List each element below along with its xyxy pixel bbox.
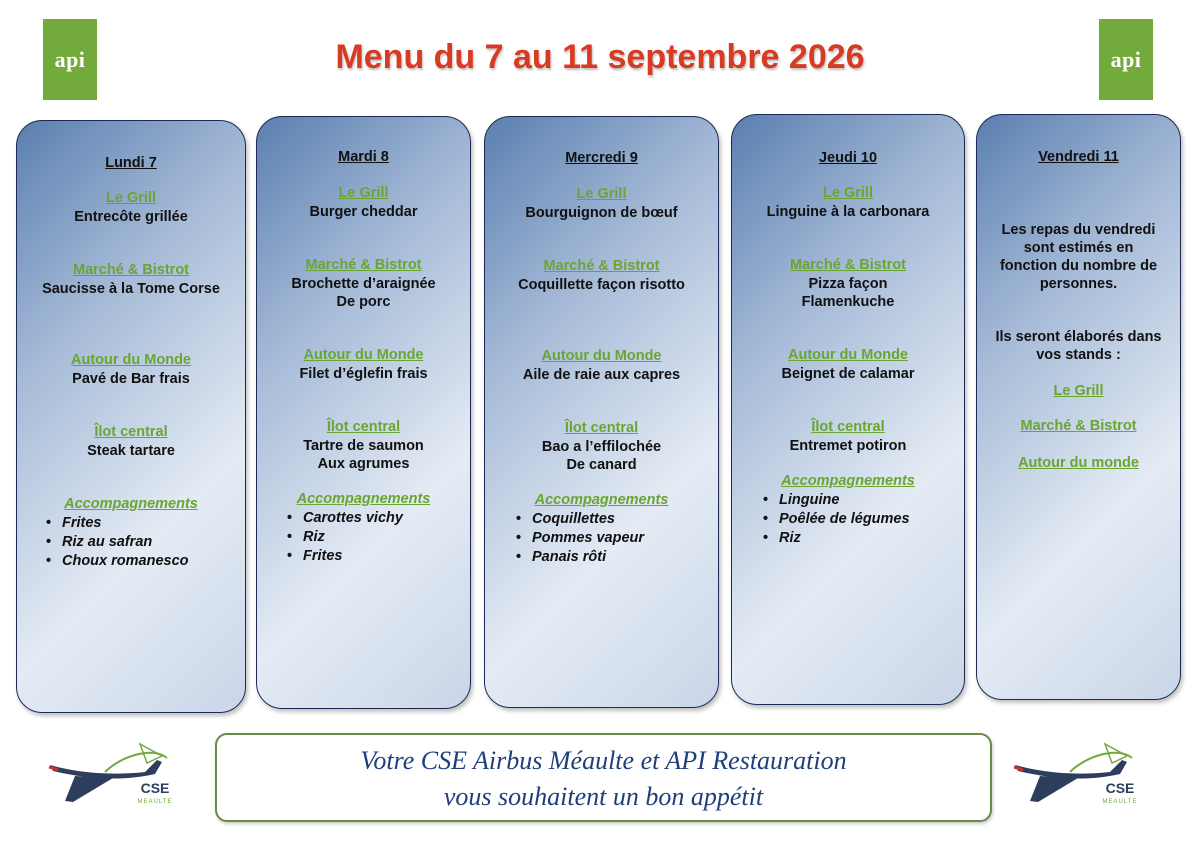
dish: Pavé de Bar frais <box>72 371 190 387</box>
section-label: Autour du Monde <box>541 348 662 364</box>
footer-message <box>215 733 992 822</box>
dish: Burger cheddar <box>309 204 418 220</box>
footer-line: vous souhaitent un bon appétit <box>443 782 764 811</box>
accompaniments-label: Accompagnements <box>64 496 198 512</box>
list-item: • Linguine <box>763 491 910 510</box>
dish: Pizza façon <box>808 276 888 292</box>
cse-logo-subtext: MEAULTE <box>1102 799 1138 805</box>
friday-note: Ils seront élaborés dans <box>995 329 1162 345</box>
friday-note: Les repas du vendredi <box>1001 222 1156 238</box>
day-column-friday <box>976 114 1181 700</box>
day-column-tuesday <box>256 116 471 709</box>
list-item: • Riz au safran <box>46 533 189 552</box>
footer-line: Votre CSE Airbus Méaulte et API Restauration <box>360 746 847 775</box>
section-label: Îlot central <box>811 419 885 435</box>
dish: Beignet de calamar <box>781 366 915 382</box>
cse-airbus-logo <box>1010 738 1160 813</box>
section-label: Le Grill <box>338 185 389 201</box>
page-title: Menu du 7 au 11 septembre 2026 <box>335 38 865 76</box>
dish: Linguine à la carbonara <box>766 204 930 220</box>
day-title: Mercredi 9 <box>565 150 638 166</box>
day-title: Lundi 7 <box>105 155 157 171</box>
list-item: • Pommes vapeur <box>516 529 644 548</box>
dish: Flamenkuche <box>801 294 895 310</box>
list-item: • Frites <box>287 547 403 566</box>
stand-label: Le Grill <box>1053 383 1104 399</box>
list-item: • Poêlée de légumes <box>763 510 910 529</box>
dish: De porc <box>336 294 391 310</box>
list-item: • Riz <box>763 529 910 548</box>
friday-note: vos stands : <box>1036 347 1121 363</box>
section-label: Marché & Bistrot <box>543 258 660 274</box>
api-logo-text: api <box>54 46 86 72</box>
friday-note: sont estimés en <box>1023 240 1134 256</box>
cse-airbus-logo <box>45 738 195 813</box>
list-item: • Frites <box>46 514 189 533</box>
dish: De canard <box>566 457 637 473</box>
section-label: Le Grill <box>106 190 156 206</box>
accompaniments-label: Accompagnements <box>534 492 669 508</box>
dish: Aux agrumes <box>317 456 410 472</box>
accompaniments-list <box>287 509 403 566</box>
section-label: Îlot central <box>326 419 401 435</box>
day-column-monday <box>16 120 246 713</box>
list-item: • Riz <box>287 528 403 547</box>
section-label: Le Grill <box>576 186 627 202</box>
dish: Steak tartare <box>87 443 175 459</box>
list-item: • Coquillettes <box>516 510 644 529</box>
section-label: Îlot central <box>564 420 639 436</box>
section-label: Autour du Monde <box>303 347 424 363</box>
stand-label: Marché & Bistrot <box>1020 418 1137 434</box>
list-item: • Panais rôti <box>516 548 644 567</box>
section-label: Marché & Bistrot <box>72 262 190 278</box>
section-label: Autour du Monde <box>787 347 908 363</box>
cse-logo-text: CSE <box>1105 780 1135 796</box>
dish: Coquillette façon risotto <box>518 277 685 293</box>
day-column-wednesday <box>484 116 719 708</box>
accompaniments-label: Accompagnements <box>296 491 431 507</box>
accompaniments-list <box>763 491 910 548</box>
dish: Bourguignon de bœuf <box>525 205 678 221</box>
dish: Aile de raie aux capres <box>522 367 681 383</box>
section-label: Marché & Bistrot <box>305 257 422 273</box>
section-label: Marché & Bistrot <box>789 257 907 273</box>
day-title: Vendredi 11 <box>1038 149 1119 165</box>
section-label: Le Grill <box>823 185 873 201</box>
section-label: Îlot central <box>94 424 168 440</box>
day-title: Jeudi 10 <box>818 150 878 166</box>
dish: Brochette d’araignée <box>291 276 436 292</box>
friday-note: personnes. <box>1039 276 1118 292</box>
dish: Entrecôte grillée <box>74 209 188 225</box>
accompaniments-list <box>516 510 644 567</box>
accompaniments-list <box>46 514 189 571</box>
dish: Bao a l’effilochée <box>541 439 662 455</box>
section-label: Autour du Monde <box>70 352 191 368</box>
day-column-thursday <box>731 114 965 705</box>
api-logo-text: api <box>1110 46 1142 72</box>
stand-label: Autour du monde <box>1018 455 1139 471</box>
cse-logo-text: CSE <box>140 780 170 796</box>
list-item: • Carottes vichy <box>287 509 403 528</box>
accompaniments-label: Accompagnements <box>781 473 915 489</box>
dish: Entremet potiron <box>789 438 907 454</box>
dish: Saucisse à la Tome Corse <box>42 281 220 297</box>
cse-logo-subtext: MEAULTE <box>137 799 173 805</box>
dish: Tartre de saumon <box>303 438 424 454</box>
dish: Filet d’églefin frais <box>299 366 428 382</box>
list-item: • Choux romanesco <box>46 552 189 571</box>
day-title: Mardi 8 <box>338 149 389 165</box>
friday-note: fonction du nombre de <box>999 258 1158 274</box>
